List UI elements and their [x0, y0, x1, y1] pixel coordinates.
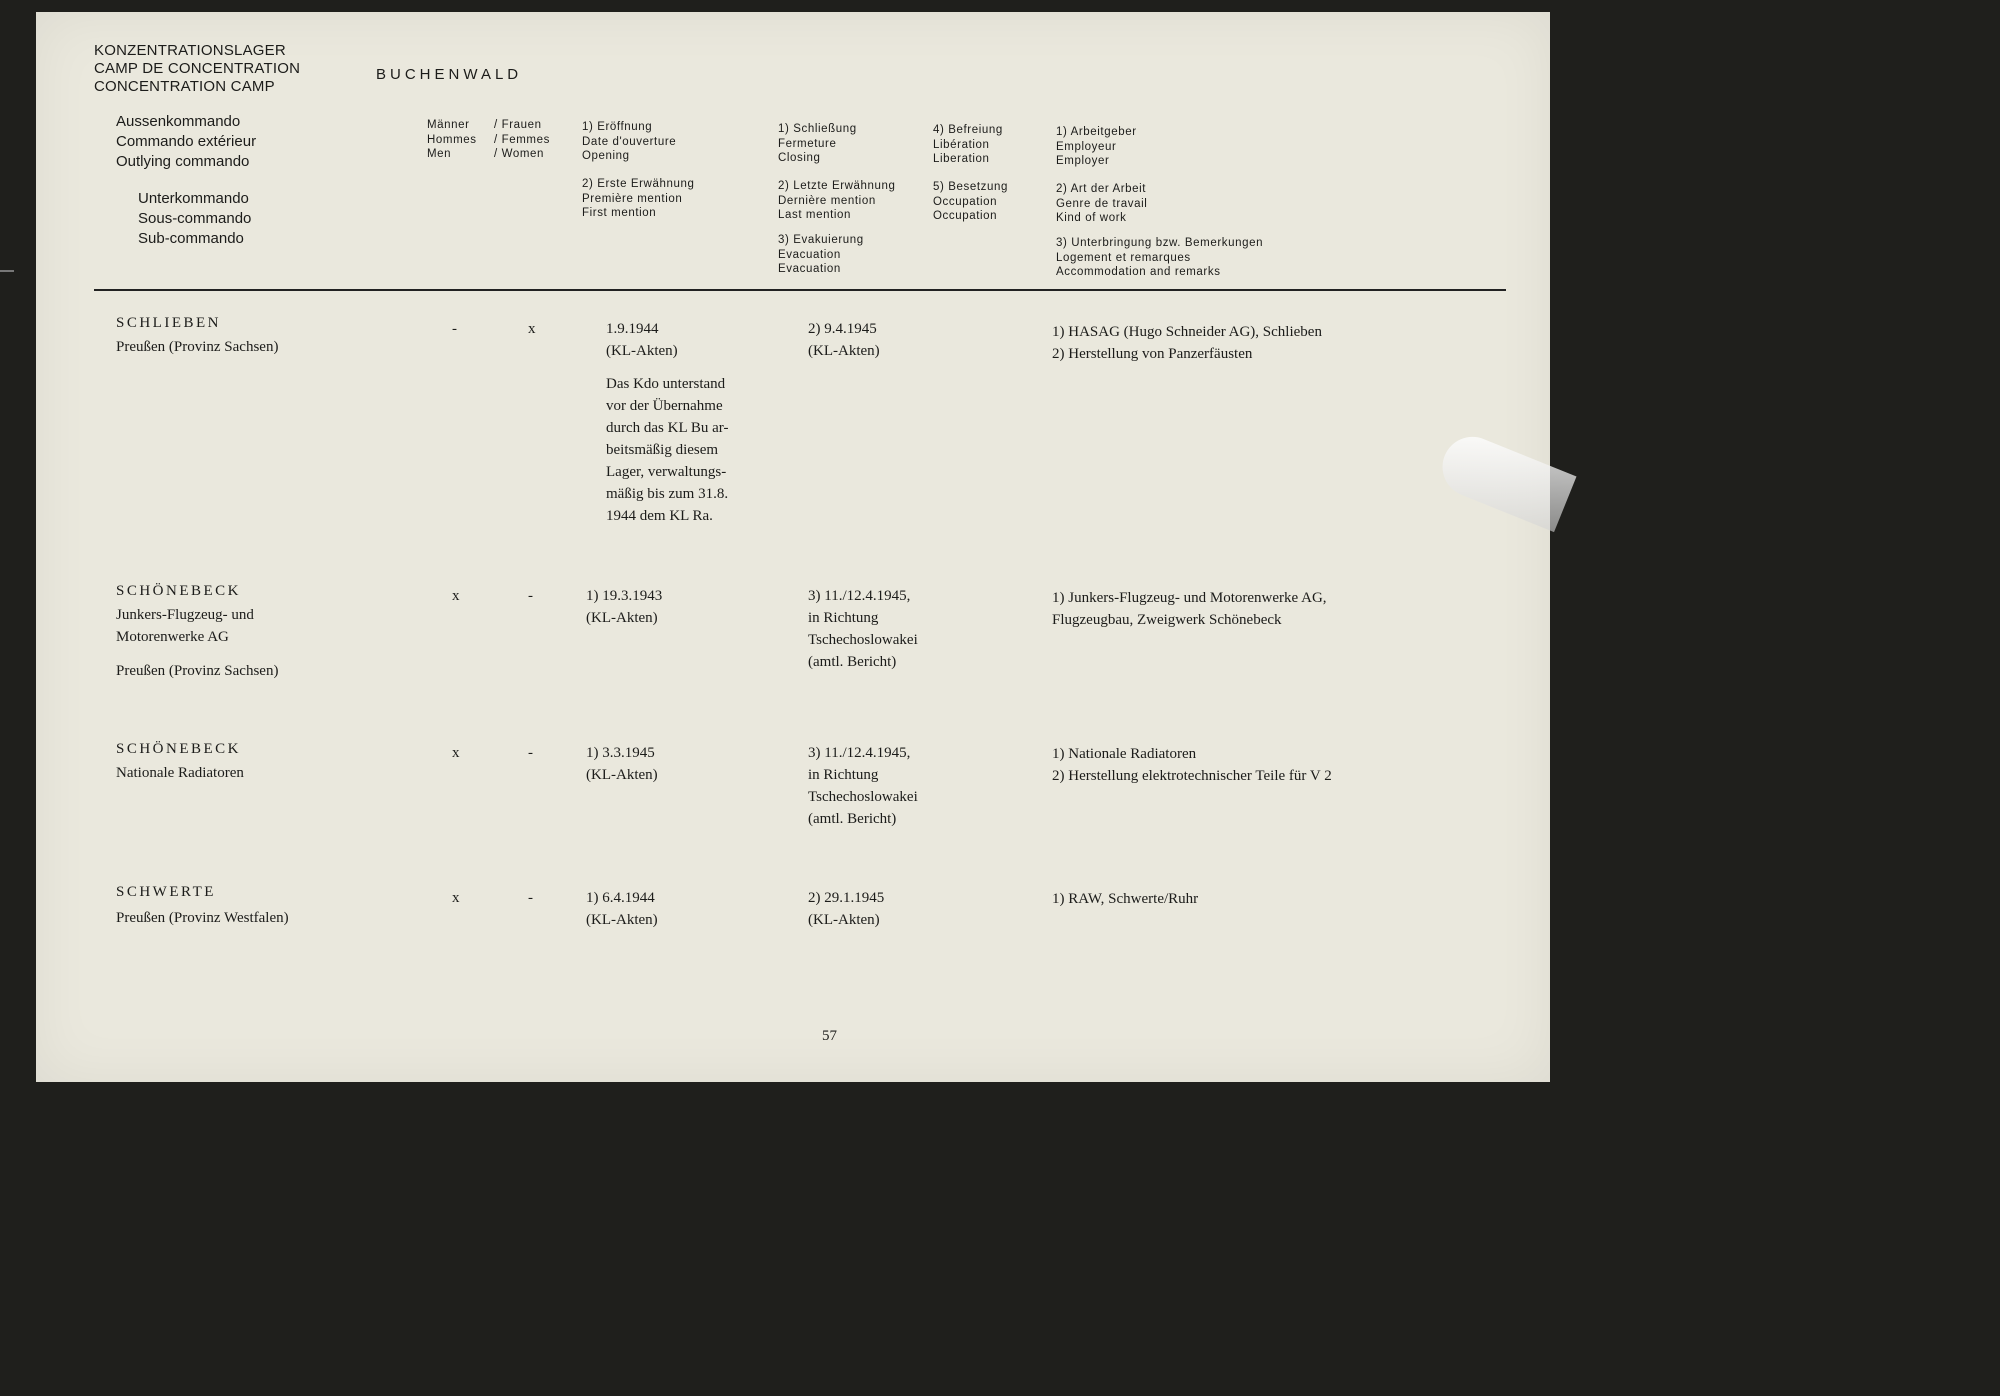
entry-location-province: Preußen (Provinz Sachsen) — [116, 663, 279, 679]
col-men-header: Männer Hommes Men — [427, 119, 477, 160]
camp-type-heading: KONZENTRATIONSLAGER CAMP DE CONCENTRATION CONCENTRATION CAMP — [94, 42, 301, 95]
entry-work: 1) RAW, Schwerte/Ruhr — [1052, 891, 1199, 907]
entry-work: 1) Junkers-Flugzeug- und Motorenwerke AG, Flugzeugbau, Zweigwerk Schönebeck — [1052, 590, 1327, 628]
entry-closing: 2) 29.1.1945 (KL-Akten) — [808, 890, 885, 928]
header-rule — [94, 289, 1506, 291]
col-employer-header: 1) Arbeitgeber Employeur Employer — [1056, 126, 1137, 167]
document-page — [36, 12, 1550, 1082]
entry-opening: 1) 6.4.1944 (KL-Akten) — [586, 890, 658, 928]
camp-name: BUCHENWALD — [376, 66, 523, 83]
entry-opening: 1) 3.3.1945 (KL-Akten) — [586, 745, 658, 783]
col-occupation-header: 5) Besetzung Occupation Occupation — [933, 181, 1008, 222]
entry-women: - — [528, 588, 533, 604]
col-remarks-header: 3) Unterbringung bzw. Bemerkungen Logement et remarques Accommodation and remarks — [1056, 237, 1264, 278]
entry-closing: 3) 11./12.4.1945, in Richtung Tschechoslowakei (amtl. Bericht) — [808, 745, 918, 827]
entry-closing: 2) 9.4.1945 (KL-Akten) — [808, 321, 880, 359]
col-women-header: / Frauen / Femmes / Women — [494, 119, 550, 160]
entry-location: Preußen (Provinz Sachsen) — [116, 339, 279, 355]
entry-location: Preußen (Provinz Westfalen) — [116, 910, 289, 926]
col-last-mention-header: 2) Letzte Erwähnung Dernière mention Last mention — [778, 180, 896, 221]
col-liberation-header: 4) Befreiung Libération Liberation — [933, 124, 1003, 165]
entry-name: SCHLIEBEN — [116, 315, 221, 331]
entry-women: x — [528, 321, 536, 337]
entry-men: - — [452, 321, 457, 337]
col-work-header: 2) Art der Arbeit Genre de travail Kind of work — [1056, 183, 1148, 224]
entry-note: Das Kdo unterstand vor der Übernahme durch das KL Bu ar- beitsmäßig diesem Lager, verwaltungs- mäßig bis zum 31.8. 1944 dem KL Ra. — [606, 376, 729, 524]
entry-name: SCHWERTE — [116, 884, 216, 900]
entry-opening: 1) 19.3.1943 (KL-Akten) — [586, 588, 663, 626]
col-opening-header: 1) Eröffnung Date d'ouverture Opening — [582, 121, 677, 162]
entry-name: SCHÖNEBECK — [116, 583, 242, 599]
unterkommando-label: Unterkommando Sous-commando Sub-commando — [138, 190, 252, 247]
entry-men: x — [452, 745, 460, 761]
aussenkommando-label: Aussenkommando Commando extérieur Outlying commando — [116, 113, 257, 170]
entry-location: Junkers-Flugzeug- und Motorenwerke AG — [116, 607, 254, 645]
entry-opening: 1.9.1944 (KL-Akten) — [606, 321, 678, 359]
entry-men: x — [452, 588, 460, 604]
entry-location: Nationale Radiatoren — [116, 765, 244, 781]
entry-work: 1) HASAG (Hugo Schneider AG), Schlieben 2) Herstellung von Panzerfäusten — [1052, 324, 1322, 362]
col-first-mention-header: 2) Erste Erwähnung Première mention First mention — [582, 178, 695, 219]
entry-women: - — [528, 745, 533, 761]
col-evacuation-header: 3) Evakuierung Evacuation Evacuation — [778, 234, 864, 275]
entry-women: - — [528, 890, 533, 906]
col-closing-header: 1) Schließung Fermeture Closing — [778, 123, 857, 164]
entry-work: 1) Nationale Radiatoren 2) Herstellung elektrotechnischer Teile für V 2 — [1052, 746, 1332, 784]
entry-name: SCHÖNEBECK — [116, 741, 242, 757]
entry-closing: 3) 11./12.4.1945, in Richtung Tschechoslowakei (amtl. Bericht) — [808, 588, 918, 670]
binding-edge-mark — [0, 270, 14, 272]
entry-men: x — [452, 890, 460, 906]
page-number: 57 — [822, 1028, 837, 1044]
